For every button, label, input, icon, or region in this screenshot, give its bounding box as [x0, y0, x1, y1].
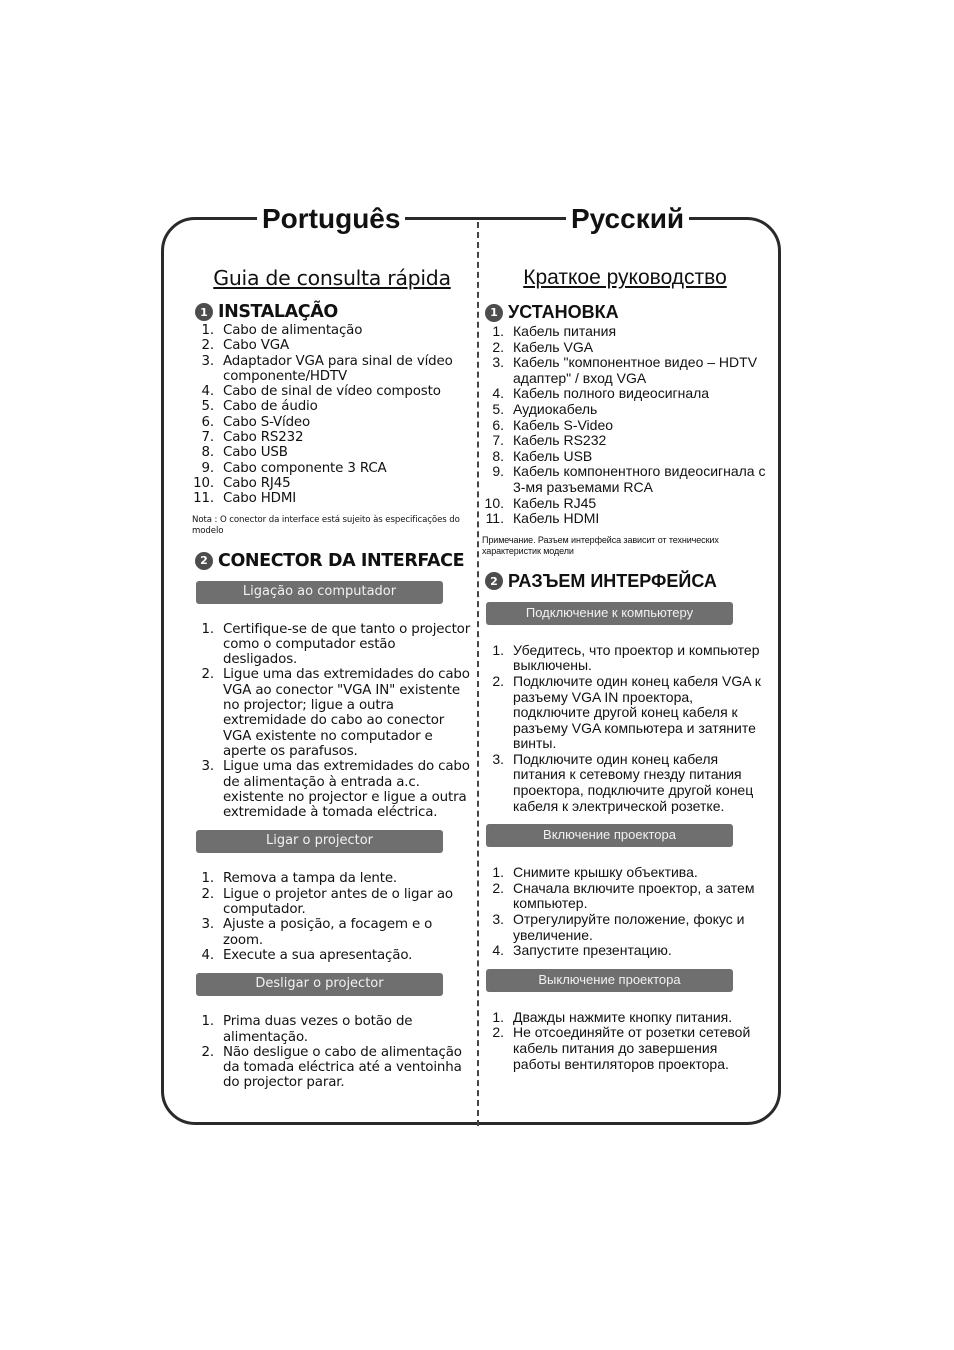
list-item [482, 418, 768, 434]
connect-computer-label: Подключение к компьютеру [486, 602, 733, 625]
item-text: Аудиокабель [513, 400, 598, 417]
list-item [192, 476, 472, 491]
item-number: 3. [201, 353, 214, 369]
interface-heading [195, 551, 472, 571]
power-off-label: Desligar o projector [196, 973, 443, 996]
list-item [482, 1010, 768, 1026]
item-number: 3. [201, 759, 214, 775]
item-text: Execute a sua apresentação. [223, 947, 413, 963]
guide-title: Guia de consulta rápida [213, 266, 451, 290]
item-text: Подключите один конец кабеля VGA к разъему VGA IN проектора, подключите другой конец кабеля к разъему VGA компьютера и затяните винты. [513, 672, 761, 752]
item-text: Кабель компонентного видеосигнала с 3-мя разъемами RCA [513, 463, 766, 495]
item-text: Cabo de sinal de vídeo composto [223, 384, 441, 400]
item-number: 9. [201, 460, 214, 476]
connect-computer-label: Ligação ao computador [196, 581, 443, 604]
list-item [192, 461, 472, 476]
item-number: 1. [492, 864, 504, 881]
power-on-label: Включение проектора [486, 824, 733, 847]
item-text: Adaptador VGA para sinal de vídeo componente/HDTV [223, 353, 453, 384]
power-on-list [192, 871, 472, 963]
item-number: 5. [492, 400, 504, 417]
item-text: Убедитесь, что проектор и компьютер выключены. [513, 641, 760, 674]
item-text: Запустите презентацию. [513, 942, 672, 959]
item-text: Cabo S-Vídeo [223, 414, 311, 430]
list-item [482, 496, 768, 512]
item-text: Кабель RS232 [513, 432, 607, 449]
item-text: Кабель "компонентное видео – HDTV адаптер" / вход VGA [513, 354, 758, 386]
section-title: INSTALAÇÃO [218, 302, 338, 322]
power-off-list [192, 1014, 472, 1090]
interface-heading [485, 571, 768, 592]
step-number-badge: 1 [485, 304, 503, 322]
list-item [482, 881, 768, 912]
portuguese-column [192, 262, 472, 1091]
list-item [482, 449, 768, 465]
item-text: Cabo VGA [223, 338, 290, 354]
item-text: Certifique-se de que tanto o projector como o computador estão desligados. [223, 621, 471, 668]
item-number: 3. [492, 750, 504, 767]
item-number: 3. [492, 354, 504, 371]
list-item [192, 338, 472, 353]
step-number-badge: 2 [485, 572, 503, 590]
power-off-label: Выключение проектора [486, 969, 733, 992]
list-item [482, 386, 768, 402]
item-text: Отрегулируйте положение, фокус и увеличение. [513, 911, 745, 943]
item-number: 2. [201, 667, 214, 683]
step-number-badge: 1 [195, 303, 213, 321]
list-item [192, 871, 472, 886]
item-number: 6. [492, 416, 504, 433]
list-item [482, 752, 768, 814]
item-text: Cabo componente 3 RCA [223, 460, 387, 476]
item-text: Ligue uma das extremidades do cabo VGA ao conector "VGA IN" existente no projector; ligue a outra extremidade do cabo ao conector VGA existente no computador e aperte os parafusos. [223, 667, 470, 759]
item-text: Cabo USB [223, 445, 288, 461]
item-number: 5. [201, 399, 214, 415]
item-number: 1. [492, 323, 504, 339]
guide-title: Краткое руководство [523, 266, 727, 289]
item-number: 3. [201, 917, 214, 933]
item-number: 2. [201, 886, 214, 902]
list-item [192, 622, 472, 668]
list-item [482, 912, 768, 943]
list-item [192, 399, 472, 414]
list-item [482, 464, 768, 495]
item-number: 3. [492, 911, 504, 928]
installation-list [482, 324, 768, 527]
installation-list [192, 323, 472, 507]
list-item [192, 491, 472, 506]
item-number: 11. [193, 491, 214, 507]
language-title-russian: Русский [566, 199, 689, 239]
installation-heading [195, 302, 472, 322]
connect-computer-list [482, 643, 768, 815]
list-item [192, 445, 472, 460]
list-item [192, 384, 472, 399]
section-title: УСТАНОВКА [508, 302, 619, 322]
item-text: Кабель RJ45 [513, 494, 597, 511]
item-text: Remova a tampa da lente. [223, 871, 398, 887]
list-item [482, 433, 768, 449]
item-text: Кабель питания [513, 323, 617, 339]
language-title-portuguese: Português [257, 199, 405, 239]
list-item [482, 324, 768, 340]
item-number: 10. [484, 494, 504, 511]
list-item [192, 948, 472, 963]
item-text: Кабель VGA [513, 338, 594, 355]
item-text: Сначала включите проектор, а затем компьютер. [513, 879, 755, 912]
item-number: 4. [492, 385, 504, 402]
power-on-label: Ligar o projector [196, 830, 443, 853]
item-text: Кабель USB [513, 447, 593, 464]
item-number: 1. [201, 323, 214, 338]
list-item [482, 643, 768, 674]
list-item [482, 943, 768, 959]
list-item [482, 865, 768, 881]
item-text: Cabo HDMI [223, 491, 297, 507]
item-number: 2. [492, 338, 504, 355]
item-text: Prima duas vezes o botão de alimentação. [223, 1014, 413, 1045]
item-text: Ligue o projetor antes de o ligar ao computador. [223, 886, 453, 918]
installation-heading [485, 302, 768, 323]
list-item [192, 354, 472, 385]
item-number: 7. [201, 430, 214, 446]
connect-computer-list [192, 622, 472, 821]
column-divider [477, 222, 479, 1126]
list-item [482, 355, 768, 386]
list-item [192, 323, 472, 338]
item-number: 2. [492, 672, 504, 689]
list-item [192, 1045, 472, 1091]
item-text: Кабель S-Video [513, 416, 614, 433]
item-number: 6. [201, 414, 214, 430]
list-item [192, 759, 472, 820]
item-text: Ligue uma das extremidades do cabo de alimentação à entrada a.c. existente no projector e ligue a outra extremidade à tomada eléctrica. [223, 759, 470, 821]
item-number: 2. [492, 1024, 504, 1041]
russian-column [482, 262, 768, 1072]
list-item [192, 430, 472, 445]
item-number: 10. [193, 475, 214, 491]
list-item [482, 511, 768, 527]
item-number: 9. [492, 463, 504, 480]
list-item [192, 917, 472, 948]
list-item [192, 887, 472, 918]
item-number: 4. [492, 942, 504, 959]
list-item [482, 1025, 768, 1072]
item-number: 1. [201, 1014, 214, 1030]
list-item [192, 415, 472, 430]
list-item [482, 674, 768, 752]
item-number: 11. [485, 510, 504, 527]
item-number: 2. [201, 1044, 214, 1060]
item-number: 2. [201, 338, 214, 354]
item-number: 8. [201, 445, 214, 461]
section-title: CONECTOR DA INTERFACE [218, 550, 465, 571]
item-text: Cabo de áudio [223, 399, 318, 415]
list-item [192, 1014, 472, 1045]
item-text: Подключите один конец кабеля питания к сетевому гнезду питания проектора, подключите другой конец кабеля к электрической розетке. [513, 750, 754, 814]
item-text: Não desligue o cabo de alimentação da tomada eléctrica até a ventoinha do projector parar. [223, 1044, 462, 1091]
list-item [482, 340, 768, 356]
item-number: 4. [201, 947, 214, 963]
item-text: Cabo RJ45 [223, 475, 291, 491]
item-text: Ajuste a posição, a focagem e o zoom. [223, 917, 433, 948]
step-number-badge: 2 [195, 552, 213, 570]
installation-note: Nota : O conector da interface está sujeito às especificações do modelo [192, 514, 460, 536]
item-text: Cabo RS232 [223, 430, 304, 446]
list-item [192, 667, 472, 759]
item-text: Снимите крышку объектива. [513, 864, 698, 881]
item-number: 1. [492, 641, 504, 658]
list-item [482, 402, 768, 418]
power-off-list [482, 1010, 768, 1072]
item-text: Cabo de alimentação [223, 323, 363, 338]
item-number: 8. [492, 447, 504, 464]
item-number: 2. [492, 879, 504, 896]
item-number: 4. [201, 384, 214, 400]
item-text: Не отсоединяйте от розетки сетевой кабель питания до завершения работы вентиляторов проектора. [513, 1024, 751, 1072]
item-text: Дважды нажмите кнопку питания. [513, 1008, 733, 1025]
power-on-list [482, 865, 768, 959]
installation-note: Примечание. Разъем интерфейса зависит от технических характеристик модели [482, 534, 719, 556]
item-number: 1. [201, 621, 214, 637]
item-number: 1. [201, 871, 214, 887]
item-text: Кабель HDMI [513, 510, 600, 527]
item-number: 7. [492, 432, 504, 449]
item-text: Кабель полного видеосигнала [513, 385, 710, 402]
section-title: РАЗЪЕМ ИНТЕРФЕЙСА [508, 570, 717, 591]
item-number: 1. [492, 1008, 504, 1025]
